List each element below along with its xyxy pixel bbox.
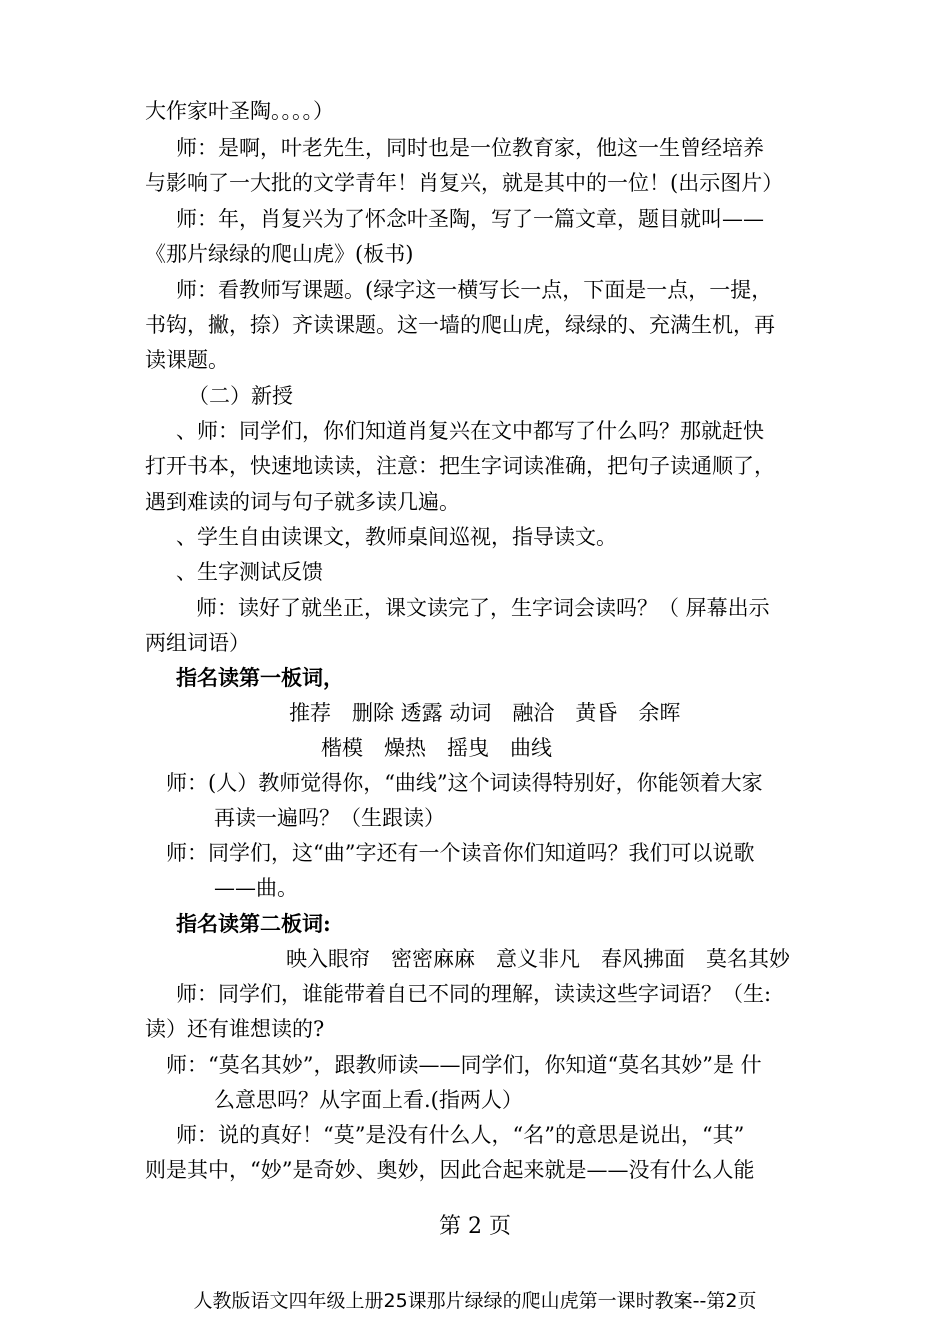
text-line: 师：(人）教师觉得你，“曲线”这个词读得特别好，你能领着大家 [166,771,763,795]
word-list: 推荐 删除 透露 动词 融洽 黄昏 余晖 [289,701,681,725]
word-list: 楷模 燥热 摇曳 曲线 [321,736,552,760]
text-line: ——曲。 [214,876,298,900]
text-line: 两组词语） [145,631,250,655]
text-line: 、师：同学们，你们知道肖复兴在文中都写了什么吗？那就赶快 [176,419,764,443]
word-group-heading: 指名读第一板词， [176,665,344,690]
document-caption: 人教版语文四年级上册25课那片绿绿的爬山虎第一课时教案--第2页 [193,1290,757,1312]
text-line: 师：说的真好！“莫”是没有什么人，“名”的意思是说出，“其” [176,1123,745,1147]
text-line: 与影响了一大批的文学青年！肖复兴，就是其中的一位！(出示图片） [145,171,784,195]
text-line: 师：是啊，叶老先生，同时也是一位教育家，他这一生曾经培养 [176,136,764,160]
text-line: 师：同学们，谁能带着自已不同的理解，读读这些字词语？（生: [176,982,772,1006]
word-list: 映入眼帘 密密麻麻 意义非凡 春风拂面 莫名其妙 [286,947,790,971]
text-line: 读课题。 [145,348,229,372]
text-line: 、学生自由读课文，教师桌间巡视，指导读文。 [176,525,617,549]
text-line: 么意思吗？从字面上看.(指两人） [214,1088,523,1112]
text-line: 师：年，肖复兴为了怀念叶圣陶，写了一篇文章，题目就叫—— [176,207,764,231]
text-line: 、生字测试反馈 [176,560,323,584]
text-line: 遇到难读的词与句子就多读几遍。 [145,490,460,514]
text-line: 打开书本，快速地读读，注意：把生字词读准确，把句子读通顺了， [145,454,775,478]
text-line: 则是其中，“妙”是奇妙、奥妙，因此合起来就是——没有什么人能 [145,1158,755,1182]
text-line: 师：同学们，这“曲”字还有一个读音你们知道吗？我们可以说歌 [166,841,755,865]
section-heading: （二）新授 [188,384,293,408]
word-group-heading: 指名读第二板词: [176,911,331,936]
text-line: 读）还有谁想读的? [145,1017,325,1041]
text-line: 《那片绿绿的爬山虎》(板书) [145,242,414,266]
page-number: 第 2 页 [439,1214,511,1239]
text-line: 大作家叶圣陶。。。。） [145,99,334,123]
text-line: 师：看教师写课题。(绿字这一横写长一点，下面是一点，一提， [176,278,773,302]
text-line: 师：“莫名其妙”，跟教师读——同学们，你知道“莫名其妙”是 什 [166,1053,762,1077]
text-line: 再读一遍吗？（生跟读） [214,806,445,830]
text-line: 书钩，撇，捺）齐读课题。这一墙的爬山虎，绿绿的、充满生机，再 [145,313,775,337]
text-line: 师：读好了就坐正，课文读完了，生字词会读吗？（ 屏幕出示 [196,596,770,620]
